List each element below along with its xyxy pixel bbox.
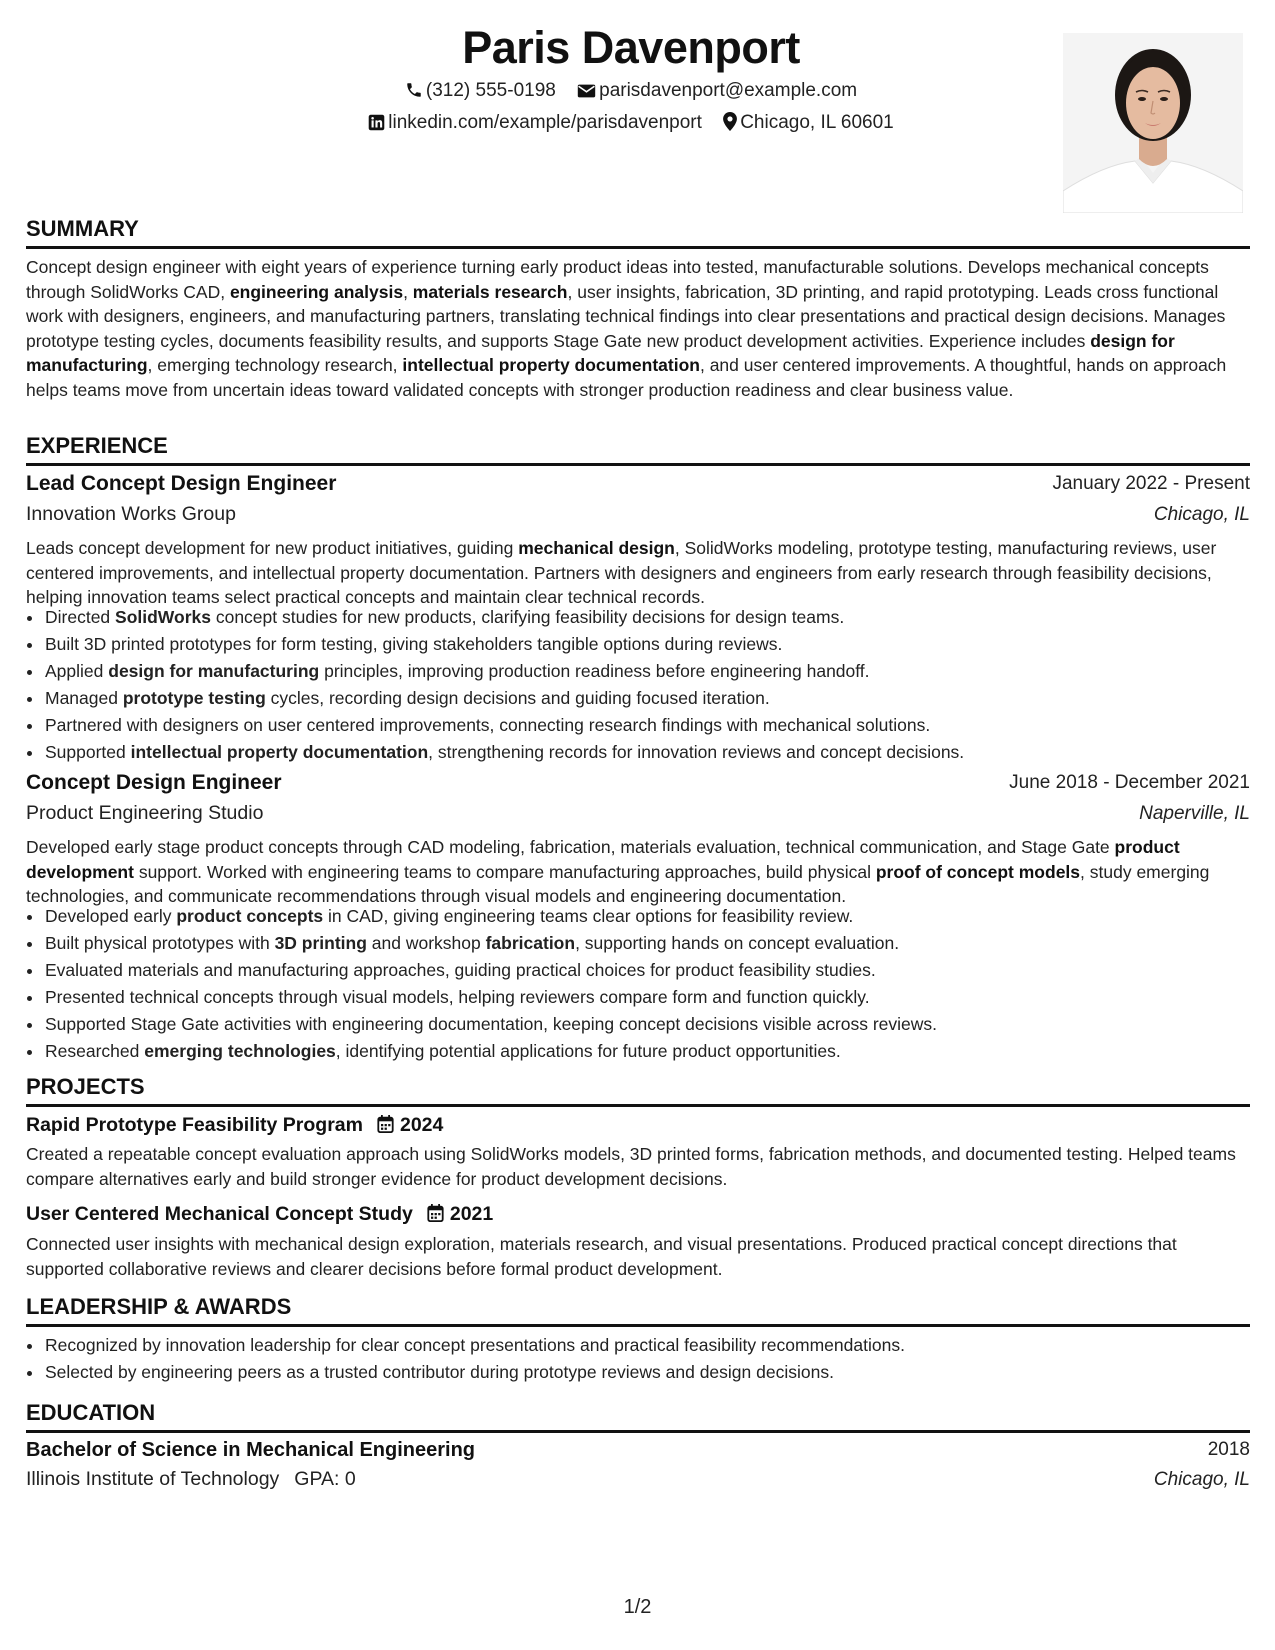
job-dates: June 2018 - December 2021 xyxy=(1009,772,1250,793)
text-run: Evaluated materials and manufacturing approaches, guiding practical choices for product feasibility studies. xyxy=(45,960,876,980)
text-run: , emerging technology research, xyxy=(147,355,403,375)
project-description: Created a repeatable concept evaluation approach using SolidWorks models, 3D printed forms, fabrication methods, and documented testing. Helped teams compare alternatives early and build stronger evidence for product development decisions. xyxy=(26,1144,1236,1189)
emphasis-text: emerging technologies xyxy=(144,1041,336,1061)
calendar-icon xyxy=(427,1204,444,1222)
emphasis-text: intellectual property documentation xyxy=(402,355,700,375)
list-item xyxy=(44,1011,1270,1038)
gpa: GPA: 0 xyxy=(294,1468,356,1490)
text-run: , and user centered improvements. A thoughtful, hands on approach helps teams move from uncertain ideas toward validated concepts with stronger production readiness and clear business value. xyxy=(26,355,1227,400)
emphasis-text: engineering analysis xyxy=(229,281,404,302)
graduation-year: 2018 xyxy=(1207,1439,1250,1460)
project-title: Rapid Prototype Feasibility Program xyxy=(26,1114,363,1136)
contact-linkedin[interactable] xyxy=(368,112,702,134)
list-item xyxy=(44,903,1270,930)
job-organization: Product Engineering Studio xyxy=(26,802,264,824)
text-run: Directed xyxy=(45,607,116,627)
phone-icon xyxy=(405,81,423,99)
text-run: Leads concept development for new product initiatives, guiding xyxy=(26,538,519,558)
list-item xyxy=(44,1038,1270,1065)
project-title: User Centered Mechanical Concept Study xyxy=(26,1203,413,1225)
job-bullets xyxy=(26,604,1270,766)
text-run: , supporting hands on concept evaluation. xyxy=(575,933,900,953)
job-summary xyxy=(26,536,1252,610)
school-row xyxy=(26,1468,356,1491)
text-run: concept studies for new products, clarifying feasibility decisions for design teams. xyxy=(210,607,845,627)
list-item: • Recognized by innovation leadership for clear concept presentations and practical feasibility recommendations. xyxy=(44,1332,1270,1359)
degree-title: Bachelor of Science in Mechanical Engineering xyxy=(26,1439,476,1461)
emphasis-text: product development xyxy=(26,837,1180,882)
summary-text xyxy=(26,255,1252,402)
text-run: , SolidWorks modeling, prototype testing, manufacturing reviews, user centered improvements, and intellectual property documentation. Partners with designers and engineers from early research through feasibility decisions, helping innovation teams select practical concepts and maintain clear technical records. xyxy=(26,538,1217,607)
text-run: Developed early xyxy=(45,906,177,926)
section-heading-education: EDUCATION xyxy=(26,1400,1250,1433)
text-run: in CAD, giving engineering teams clear options for feasibility review. xyxy=(323,906,854,926)
job-title: Lead Concept Design Engineer xyxy=(26,472,337,495)
emphasis-text: 3D printing xyxy=(274,933,367,953)
email-text: parisdavenport@example.com xyxy=(599,80,858,101)
text-run: Partnered with designers on user centered improvements, connecting research findings with mechanical solutions. xyxy=(45,715,931,735)
linkedin-icon xyxy=(368,114,385,131)
emphasis-text: design for manufacturing xyxy=(26,330,1175,375)
leadership-list xyxy=(26,1332,1270,1386)
school-location: Chicago, IL xyxy=(1153,1469,1250,1490)
text-run: Concept design engineer with eight years of experience turning early product ideas into tested, manufacturable solutions. Develops mechanical concepts through SolidWorks CAD, xyxy=(26,257,1209,302)
contact-location xyxy=(723,112,894,134)
emphasis-text: SolidWorks xyxy=(115,607,211,627)
text-run: principles, improving production readiness before engineering handoff. xyxy=(319,661,870,681)
contact-email[interactable] xyxy=(577,80,857,102)
linkedin-text: linkedin.com/example/parisdavenport xyxy=(388,112,702,133)
section-heading-summary: SUMMARY xyxy=(26,216,1250,249)
emphasis-text: design for manufacturing xyxy=(108,661,320,681)
text-run: Built 3D printed prototypes for form testing, giving stakeholders tangible options during reviews. xyxy=(45,634,783,654)
project-description: Connected user insights with mechanical design exploration, materials research, and visual presentations. Produced practical concept directions that supported collaborative reviews and clearer decisions before formal product development. xyxy=(26,1234,1177,1279)
text-run: , identifying potential applications for future product opportunities. xyxy=(335,1041,841,1061)
job-dates: January 2022 - Present xyxy=(1052,473,1250,494)
contact-phone[interactable] xyxy=(405,80,556,102)
emphasis-text: intellectual property documentation xyxy=(130,742,429,762)
text-run: Developed early stage product concepts through CAD modeling, fabrication, materials evaluation, technical communication, and Stage Gate xyxy=(26,837,1115,857)
text-run: support. Worked with engineering teams to compare manufacturing approaches, build physical xyxy=(133,861,876,882)
location-text: Chicago, IL 60601 xyxy=(740,112,894,133)
section-heading-leadership: LEADERSHIP & AWARDS xyxy=(26,1294,1250,1327)
project-title-row xyxy=(26,1203,493,1226)
job-location: Chicago, IL xyxy=(1153,504,1250,525)
calendar-icon xyxy=(377,1115,394,1133)
contact-line-1 xyxy=(0,80,1262,102)
text-run: Applied xyxy=(45,661,109,681)
emphasis-text: proof of concept models xyxy=(875,861,1081,882)
text-run: , study emerging technologies, and communicate recommendations through visual models and engineering documentation. xyxy=(26,861,1210,906)
list-item: • Selected by engineering peers as a trusted contributor during prototype reviews and design decisions. xyxy=(44,1359,1270,1386)
text-run: and workshop xyxy=(366,933,486,953)
section-heading-experience: EXPERIENCE xyxy=(26,433,1250,466)
candidate-name: Paris Davenport xyxy=(462,22,800,73)
list-item xyxy=(44,658,1270,685)
envelope-icon xyxy=(577,83,596,99)
page-number: 1/2 xyxy=(623,1596,652,1618)
text-run: Presented technical concepts through visual models, helping reviewers compare form and function quickly. xyxy=(45,987,870,1007)
list-item xyxy=(44,930,1270,957)
job-organization: Innovation Works Group xyxy=(26,503,236,525)
text-run: , user insights, fabrication, 3D printing, and rapid prototyping. Leads cross functional work with designers, engineers, and manufacturing partners, translating technical findings into clear presentations and practical design decisions. Manages prototype testing cycles, documents feasibility results, and supports Stage Gate new product development activities. Experience includes xyxy=(26,281,1226,351)
emphasis-text: mechanical design xyxy=(518,538,675,558)
job-title: Concept Design Engineer xyxy=(26,771,282,794)
emphasis-text: prototype testing xyxy=(122,688,266,708)
list-item xyxy=(44,631,1270,658)
list-item xyxy=(44,739,1270,766)
project-year: 2024 xyxy=(399,1114,444,1136)
list-item xyxy=(44,957,1270,984)
job-bullets xyxy=(26,903,1270,1065)
contact-line-2 xyxy=(0,112,1262,134)
job-location: Naperville, IL xyxy=(1139,803,1250,824)
emphasis-text: product concepts xyxy=(176,906,324,926)
text-run: , xyxy=(403,281,413,302)
emphasis-text: fabrication xyxy=(485,933,576,953)
job-summary xyxy=(26,835,1252,909)
map-pin-icon xyxy=(723,112,737,131)
list-item xyxy=(44,685,1270,712)
list-item xyxy=(44,712,1270,739)
project-title-row xyxy=(26,1114,443,1137)
text-run: , strengthening records for innovation reviews and concept decisions. xyxy=(428,742,965,762)
text-run: Supported Stage Gate activities with engineering documentation, keeping concept decisions visible across reviews. xyxy=(45,1014,938,1034)
school-name: Illinois Institute of Technology xyxy=(26,1468,280,1490)
list-item xyxy=(44,604,1270,631)
section-heading-projects: PROJECTS xyxy=(26,1074,1250,1107)
text-run: Managed xyxy=(45,688,123,708)
emphasis-text: materials research xyxy=(412,281,568,302)
phone-text: (312) 555-0198 xyxy=(425,80,556,101)
text-run: cycles, recording design decisions and guiding focused iteration. xyxy=(265,688,770,708)
text-run: Supported xyxy=(45,742,131,762)
list-item xyxy=(44,984,1270,1011)
text-run: Researched xyxy=(45,1041,145,1061)
text-run: Built physical prototypes with xyxy=(45,933,275,953)
project-year: 2021 xyxy=(449,1203,494,1225)
